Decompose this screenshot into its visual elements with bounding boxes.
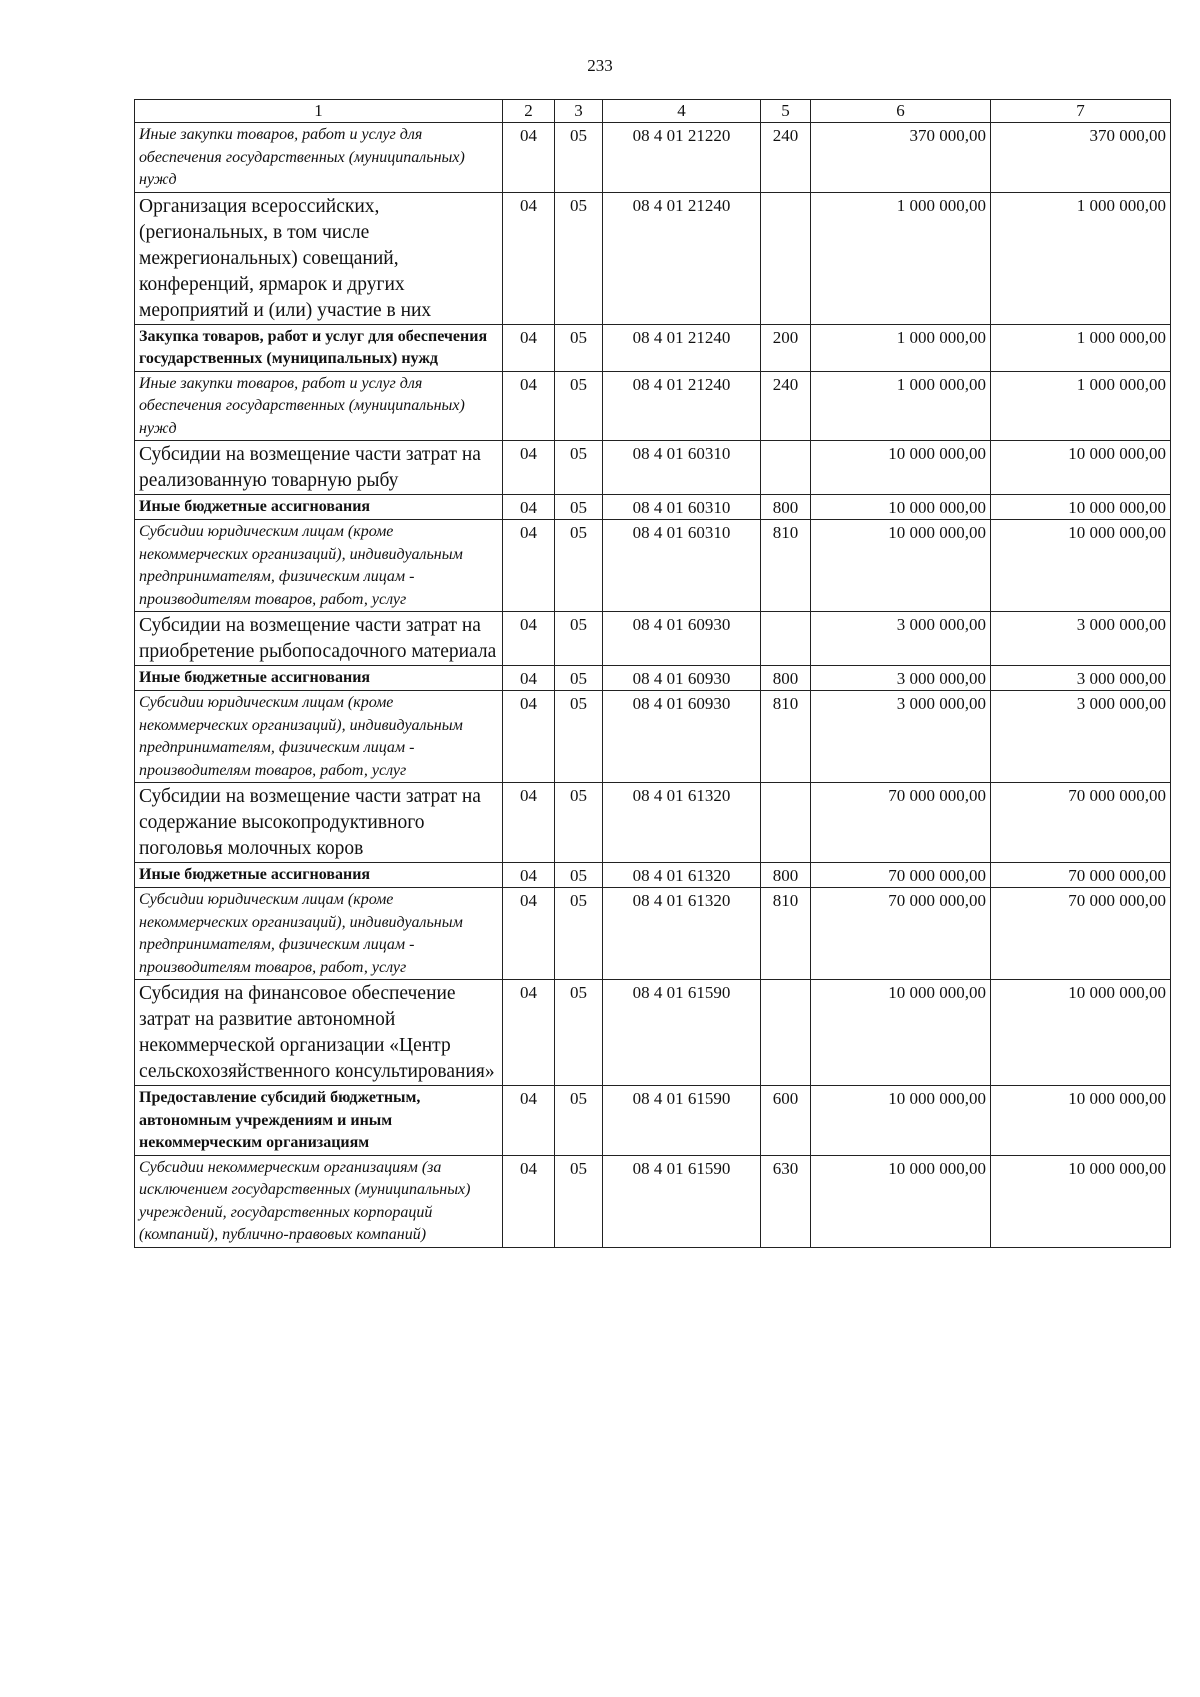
subsection-code-cell: 05 [555,980,603,1086]
subsection-code-cell: 05 [555,1155,603,1247]
header-cell-3: 3 [555,100,603,123]
expense-name-cell: Субсидии юридическим лицам (кроме некоммерческих организаций), индивидуальным предпринимателям, физическим лицам - производителям товаров, работ, услуг [135,520,503,612]
expense-type-cell: 240 [761,123,811,193]
expense-type-cell: 600 [761,1086,811,1156]
amount-year-1-cell: 1 000 000,00 [811,324,991,371]
table-row [135,495,1171,520]
amount-year-2-cell: 10 000 000,00 [991,520,1171,612]
section-code-cell: 04 [503,520,555,612]
header-cell-5: 5 [761,100,811,123]
subsection-code-cell: 05 [555,520,603,612]
table-row [135,324,1171,371]
subsection-code-cell: 05 [555,783,603,863]
subsection-code-cell: 05 [555,666,603,691]
target-article-cell: 08 4 01 60930 [603,666,761,691]
target-article-cell: 08 4 01 61590 [603,980,761,1086]
expense-type-cell: 800 [761,495,811,520]
amount-year-2-cell: 10 000 000,00 [991,980,1171,1086]
expense-name-cell: Субсидии на возмещение части затрат на содержание высокопродуктивного поголовья молочных коров [135,783,503,863]
target-article-cell: 08 4 01 21240 [603,192,761,324]
table-row [135,666,1171,691]
expense-type-cell: 200 [761,324,811,371]
section-code-cell: 04 [503,863,555,888]
header-row [135,100,1171,123]
section-code-cell: 04 [503,980,555,1086]
amount-year-2-cell: 70 000 000,00 [991,783,1171,863]
amount-year-2-cell: 370 000,00 [991,123,1171,193]
expense-type-cell [761,783,811,863]
expense-name-cell: Иные бюджетные ассигнования [135,495,503,520]
section-code-cell: 04 [503,666,555,691]
target-article-cell: 08 4 01 61590 [603,1086,761,1156]
target-article-cell: 08 4 01 60310 [603,495,761,520]
section-code-cell: 04 [503,1086,555,1156]
amount-year-1-cell: 10 000 000,00 [811,980,991,1086]
amount-year-1-cell: 10 000 000,00 [811,520,991,612]
target-article-cell: 08 4 01 21240 [603,324,761,371]
expense-name-cell: Иные бюджетные ассигнования [135,666,503,691]
target-article-cell: 08 4 01 61320 [603,783,761,863]
expense-type-cell: 810 [761,691,811,783]
amount-year-2-cell: 10 000 000,00 [991,1086,1171,1156]
expense-type-cell: 630 [761,1155,811,1247]
expense-type-cell [761,612,811,666]
amount-year-2-cell: 1 000 000,00 [991,371,1171,441]
subsection-code-cell: 05 [555,1086,603,1156]
target-article-cell: 08 4 01 60930 [603,612,761,666]
expense-type-cell: 800 [761,666,811,691]
table-row [135,1155,1171,1247]
table-row [135,371,1171,441]
table-row [135,612,1171,666]
table-row [135,123,1171,193]
subsection-code-cell: 05 [555,612,603,666]
expense-name-cell: Закупка товаров, работ и услуг для обеспечения государственных (муниципальных) нужд [135,324,503,371]
table-row [135,863,1171,888]
table-row [135,441,1171,495]
amount-year-2-cell: 1 000 000,00 [991,192,1171,324]
section-code-cell: 04 [503,441,555,495]
target-article-cell: 08 4 01 61590 [603,1155,761,1247]
amount-year-2-cell: 1 000 000,00 [991,324,1171,371]
amount-year-1-cell: 10 000 000,00 [811,495,991,520]
expense-name-cell: Субсидии на возмещение части затрат на приобретение рыбопосадочного материала [135,612,503,666]
expense-name-cell: Иные закупки товаров, работ и услуг для обеспечения государственных (муниципальных) нужд [135,123,503,193]
header-cell-4: 4 [603,100,761,123]
header-cell-2: 2 [503,100,555,123]
section-code-cell: 04 [503,371,555,441]
amount-year-1-cell: 70 000 000,00 [811,783,991,863]
expense-name-cell: Субсидии юридическим лицам (кроме некоммерческих организаций), индивидуальным предпринимателям, физическим лицам - производителям товаров, работ, услуг [135,691,503,783]
table-row [135,980,1171,1086]
expense-name-cell: Субсидии юридическим лицам (кроме некоммерческих организаций), индивидуальным предпринимателям, физическим лицам - производителям товаров, работ, услуг [135,888,503,980]
amount-year-1-cell: 10 000 000,00 [811,1155,991,1247]
expense-name-cell: Организация всероссийских, (региональных, в том числе межрегиональных) совещаний, конференций, ярмарок и других мероприятий и (или) участие в них [135,192,503,324]
amount-year-1-cell: 3 000 000,00 [811,666,991,691]
expense-name-cell: Субсидии на возмещение части затрат на реализованную товарную рыбу [135,441,503,495]
amount-year-1-cell: 370 000,00 [811,123,991,193]
target-article-cell: 08 4 01 60310 [603,520,761,612]
target-article-cell: 08 4 01 61320 [603,863,761,888]
expense-type-cell: 800 [761,863,811,888]
header-cell-6: 6 [811,100,991,123]
section-code-cell: 04 [503,123,555,193]
subsection-code-cell: 05 [555,324,603,371]
section-code-cell: 04 [503,192,555,324]
expense-type-cell: 810 [761,888,811,980]
expense-name-cell: Иные закупки товаров, работ и услуг для обеспечения государственных (муниципальных) нужд [135,371,503,441]
subsection-code-cell: 05 [555,495,603,520]
budget-table [134,99,1171,1248]
section-code-cell: 04 [503,783,555,863]
section-code-cell: 04 [503,888,555,980]
amount-year-2-cell: 3 000 000,00 [991,691,1171,783]
amount-year-2-cell: 3 000 000,00 [991,612,1171,666]
expense-type-cell: 810 [761,520,811,612]
amount-year-1-cell: 70 000 000,00 [811,888,991,980]
page-number: 233 [587,56,613,75]
table-row [135,888,1171,980]
amount-year-1-cell: 10 000 000,00 [811,1086,991,1156]
section-code-cell: 04 [503,495,555,520]
subsection-code-cell: 05 [555,888,603,980]
expense-type-cell [761,980,811,1086]
expense-type-cell: 240 [761,371,811,441]
amount-year-1-cell: 1 000 000,00 [811,192,991,324]
amount-year-2-cell: 70 000 000,00 [991,888,1171,980]
target-article-cell: 08 4 01 60930 [603,691,761,783]
table-row [135,1086,1171,1156]
target-article-cell: 08 4 01 61320 [603,888,761,980]
header-cell-1: 1 [135,100,503,123]
subsection-code-cell: 05 [555,192,603,324]
expense-type-cell [761,441,811,495]
amount-year-2-cell: 10 000 000,00 [991,495,1171,520]
amount-year-2-cell: 70 000 000,00 [991,863,1171,888]
expense-name-cell: Субсидии некоммерческим организациям (за исключением государственных (муниципальных) учреждений, государственных корпораций (компаний), публично-правовых компаний) [135,1155,503,1247]
expense-name-cell: Предоставление субсидий бюджетным, автономным учреждениям и иным некоммерческим организациям [135,1086,503,1156]
target-article-cell: 08 4 01 21220 [603,123,761,193]
target-article-cell: 08 4 01 21240 [603,371,761,441]
target-article-cell: 08 4 01 60310 [603,441,761,495]
amount-year-1-cell: 70 000 000,00 [811,863,991,888]
section-code-cell: 04 [503,691,555,783]
subsection-code-cell: 05 [555,441,603,495]
amount-year-2-cell: 3 000 000,00 [991,666,1171,691]
subsection-code-cell: 05 [555,691,603,783]
subsection-code-cell: 05 [555,123,603,193]
table-row [135,520,1171,612]
amount-year-2-cell: 10 000 000,00 [991,441,1171,495]
expense-name-cell: Субсидия на финансовое обеспечение затрат на развитие автономной некоммерческой организации «Центр сельскохозяйственного консультирования» [135,980,503,1086]
amount-year-2-cell: 10 000 000,00 [991,1155,1171,1247]
subsection-code-cell: 05 [555,371,603,441]
amount-year-1-cell: 3 000 000,00 [811,691,991,783]
section-code-cell: 04 [503,324,555,371]
expense-name-cell: Иные бюджетные ассигнования [135,863,503,888]
subsection-code-cell: 05 [555,863,603,888]
table-row [135,783,1171,863]
amount-year-1-cell: 10 000 000,00 [811,441,991,495]
header-cell-7: 7 [991,100,1171,123]
section-code-cell: 04 [503,1155,555,1247]
section-code-cell: 04 [503,612,555,666]
table-row [135,192,1171,324]
amount-year-1-cell: 3 000 000,00 [811,612,991,666]
expense-type-cell [761,192,811,324]
table-row [135,691,1171,783]
amount-year-1-cell: 1 000 000,00 [811,371,991,441]
